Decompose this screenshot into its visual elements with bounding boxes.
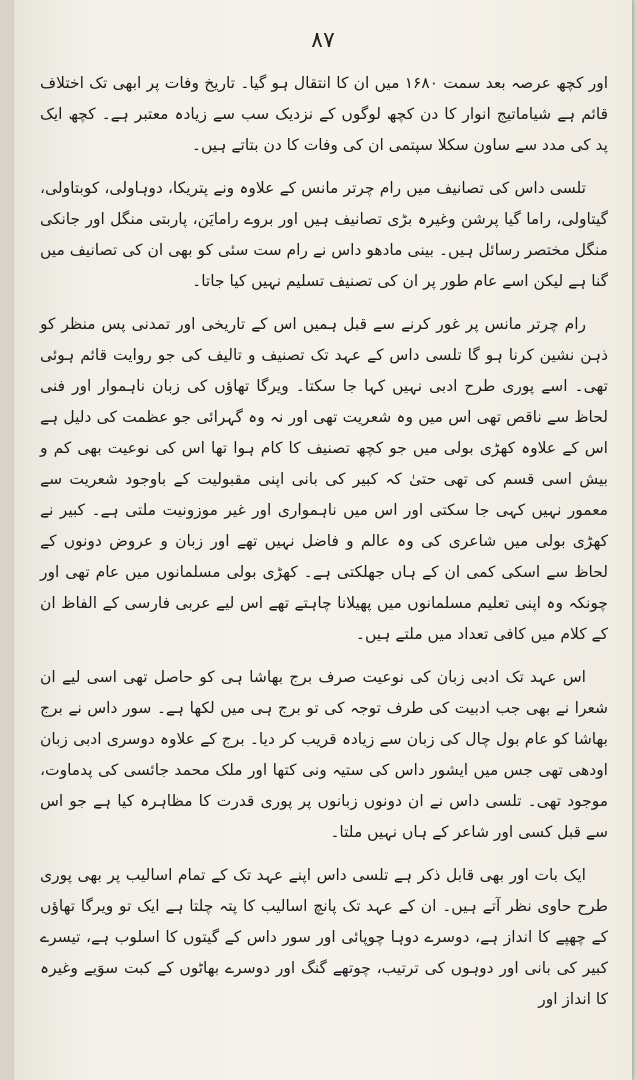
paragraph-literary-language: اس عہد تک ادبی زبان کی نوعیت صرف برج بھاشا ہی کو حاصل تھی اسی لیے ان شعرا نے بھی جب ادبیت کی طرف توجہ کی تو برج ہی میں لکھا ہے۔ سور داس نے برج بھاشا کو عام بول چال کی زبان سے زیادہ قریب کر دیا۔ برج کے علاوہ دوسری ادبی زبان اودھی تھی جس میں ایشور داس کی ستیہ ونی کتھا اور ملک محمد جائسی کی پدماوت، موجود تھی۔ تلسی داس نے ان دونوں زبانوں پر پوری قدرت کا مظاہرہ کیا ہے جو اس سے قبل کسی اور شاعر کے ہاں نہیں ملتا۔: [40, 668, 608, 841]
paragraph-works: تلسی داس کی تصانیف میں رام چرتر مانس کے علاوہ ونے پتریکا، دوہاولی، کوبتاولی، گیتاولی، راما گیا پرشن وغیرہ بڑی تصانیف ہیں اور بروے رامایَن، پاربتی منگل اور جانکی منگل مختصر رسائل ہیں۔ بینی مادھو داس نے رام ست سئی کو بھی ان کی تصانیف میں گنا ہے لیکن اسے عام طور پر ان کی تصنیف تسلیم نہیں کیا جاتا۔: [40, 179, 608, 290]
book-page: [14, 0, 632, 1080]
paragraph-death-date: اور کچھ عرصہ بعد سمت ۱۶۸۰ میں ان کا انتقال ہو گیا۔ تاریخ وفات پر ابھی تک اختلاف قائم ہے شیاماتیج انوار کا دن کچھ لوگوں کے نزدیک سب سے زیادہ معتبر ہے۔ کچھ ایک پد کی مدد سے ساون سکلا سپتمی ان کی وفات کا دن بتاتے ہیں۔: [40, 74, 608, 154]
page-body: [40, 68, 608, 1027]
paragraph-styles: ایک بات اور بھی قابل ذکر ہے تلسی داس اپنے عہد تک کے تمام اسالیب پر بھی پوری طرح حاوی نظر آتے ہیں۔ ان کے عہد تک پانچ اسالیب کا پتہ چلتا ہے ایک تو ویرگا تھاؤں کے چھپے کا انداز ہے، دوسرے دوہا چوپائی اور سور داس کے گیتوں کا اسلوب ہے، تیسرے کبیر کی بانی اور دوہوں کی ترتیب، چوتھے گنگ اور دوسرے بھاٹوں کے کبت سوَیے وغیرہ کا انداز اور: [40, 866, 608, 1008]
paragraph-background: رام چرتر مانس پر غور کرنے سے قبل ہمیں اس کے تاریخی اور تمدنی پس منظر کو ذہن نشین کرنا ہو گا تلسی داس کے عہد تک تصنیف و تالیف کی جو روایت قائم ہوئی تھی۔ اسے پوری طرح ادبی نہیں کہا جا سکتا۔ ویرگا تھاؤں کی زبان ناہموار اور فنی لحاظ سے ناقص تھی اس میں وہ شعریت تھی اور نہ وہ گہرائی جو عظمت کی دلیل ہے اس کے علاوہ کھڑی بولی میں جو کچھ تصنیف کا کام ہوا تھا اس کی نوعیت بھی کم و بیش اسی قسم کی تھی حتیٰ کہ کبیر کی بانی اپنی مقبولیت کے باوجود شعریت سے معمور نہیں کہی جا سکتی اور اس میں ناہمواری اور غیر موزونیت ملتی ہے۔ کبیر نے کھڑی بولی میں شاعری کی وہ عالم و فاضل نہیں تھے اور زبان و عروض دونوں کے لحاظ سے اسکی کمی ان کے ہاں جھلکتی ہے۔ کھڑی بولی مسلمانوں میں عام تھی اور چونکہ وہ اپنی تعلیم مسلمانوں میں پھیلانا چاہتے تھے اس لیے عربی فارسی کے الفاظ ان کے کلام میں کافی تعداد میں ملتے ہیں۔: [40, 315, 608, 643]
page-number: ۸۷: [311, 28, 335, 53]
